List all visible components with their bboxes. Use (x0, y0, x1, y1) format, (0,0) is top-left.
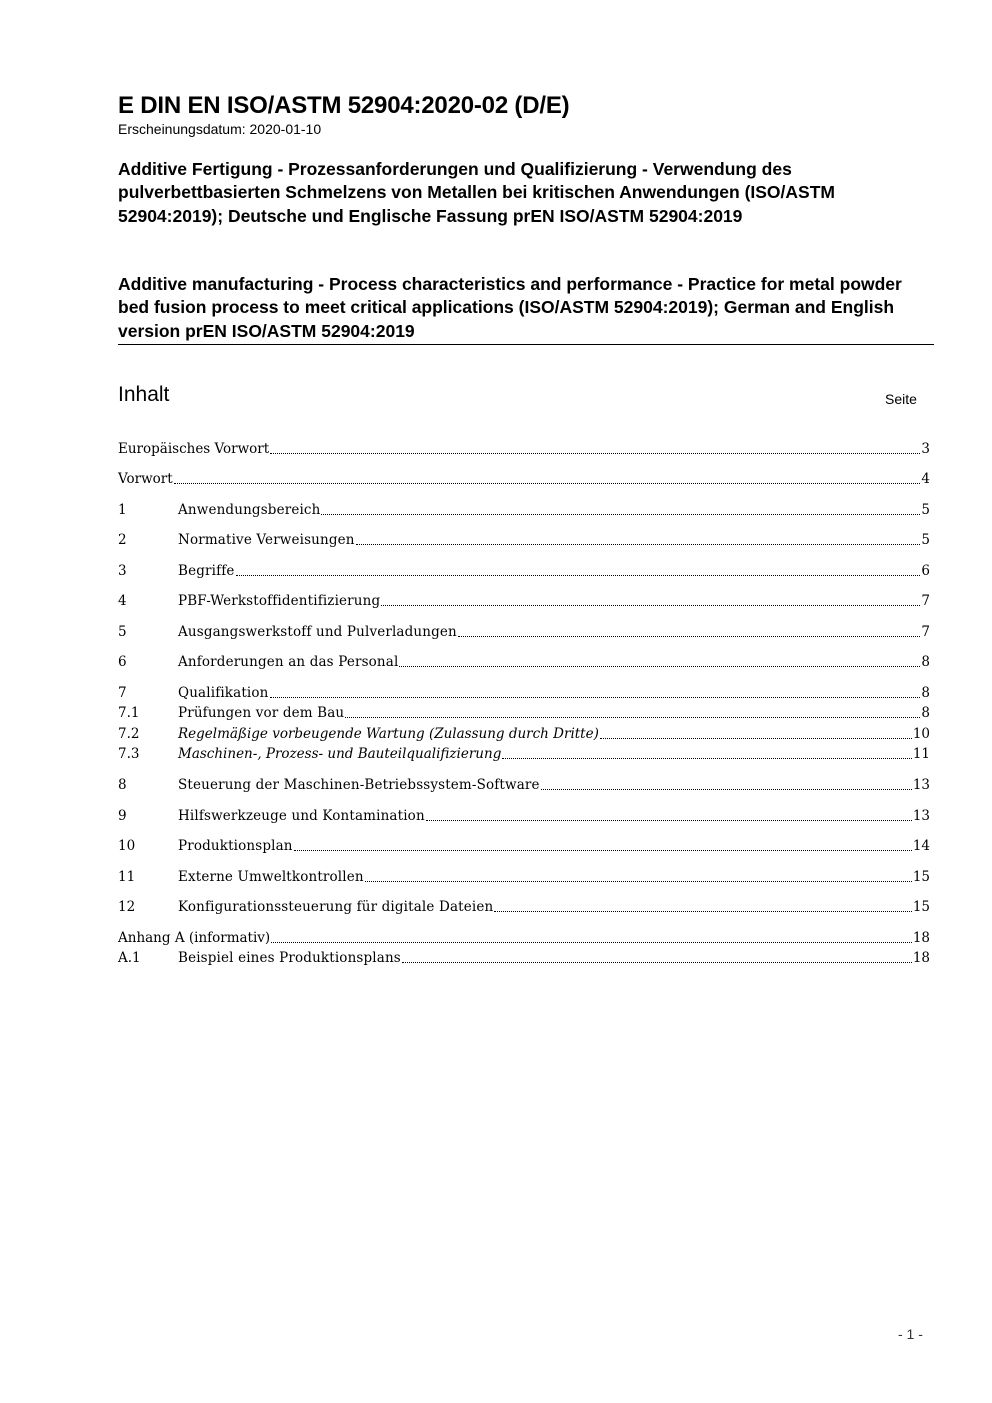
toc-entry-7-1[interactable] (118, 705, 930, 724)
toc-leader (502, 757, 911, 759)
toc-entry-annex-a[interactable] (118, 930, 930, 949)
toc-entry-number: A.1 (118, 950, 141, 966)
toc-entry-7[interactable] (118, 685, 930, 704)
toc-entry-4[interactable] (118, 593, 930, 612)
toc-entry-number: 5 (118, 624, 127, 640)
toc-entry-5[interactable] (118, 624, 930, 643)
toc-entry-page: 18 (912, 950, 930, 966)
toc-entry-6[interactable] (118, 654, 930, 673)
toc-leader (494, 910, 912, 912)
toc-entry-page: 7 (921, 593, 930, 609)
toc-entry-page: 5 (921, 502, 930, 518)
toc-entry-page: 3 (921, 441, 930, 457)
toc-entry-page: 5 (921, 532, 930, 548)
toc-entry-page: 15 (912, 869, 930, 885)
toc-entry-page: 8 (921, 654, 930, 670)
toc-entry-number: 11 (118, 869, 136, 885)
toc-leader (399, 665, 920, 667)
toc-entry-number: 3 (118, 563, 127, 579)
toc-entry-page: 13 (912, 777, 930, 793)
toc-entry-page: 4 (921, 471, 930, 487)
toc-entry-number: 9 (118, 808, 127, 824)
toc-entry-7-2[interactable] (118, 726, 930, 745)
toc-entry-label: Prüfungen vor dem Bau (178, 705, 345, 721)
toc-entry-label: Externe Umweltkontrollen (178, 869, 364, 885)
toc-entry-label: Anwendungsbereich (178, 502, 321, 518)
toc-leader (345, 716, 920, 718)
toc-entry-number: 1 (118, 502, 127, 518)
toc-entry-10[interactable] (118, 838, 930, 857)
toc-entry-page: 14 (912, 838, 930, 854)
toc-entry-label: PBF-Werkstoffidentifizierung (178, 593, 381, 609)
toc-entry-11[interactable] (118, 869, 930, 888)
toc-entry-number: 7.2 (118, 726, 140, 742)
toc-entry-number: 12 (118, 899, 136, 915)
toc-entry-label: Begriffe (178, 563, 235, 579)
toc-entry-label: Regelmäßige vorbeugende Wartung (Zulassung durch Dritte) (178, 726, 599, 742)
toc-entry-number: 10 (118, 838, 136, 854)
toc-leader (426, 819, 912, 821)
title-divider (118, 344, 934, 345)
toc-entry-label: Qualifikation (178, 685, 269, 701)
toc-entry-2[interactable] (118, 532, 930, 551)
toc-leader (356, 543, 921, 545)
toc-entry-3[interactable] (118, 563, 930, 582)
toc-entry-1[interactable] (118, 502, 930, 521)
toc-entry-7-3[interactable] (118, 746, 930, 765)
page-number: - 1 - (898, 1326, 923, 1342)
toc-entry-label: Anhang A (informativ) (118, 930, 271, 946)
toc-leader (402, 961, 912, 963)
document-id: E DIN EN ISO/ASTM 52904:2020-02 (D/E) (118, 92, 570, 119)
toc-entry-page: 18 (912, 930, 930, 946)
toc-entry-label: Hilfswerkzeuge und Kontamination (178, 808, 425, 824)
toc-entry-a-1[interactable] (118, 950, 930, 969)
toc-entry-number: 6 (118, 654, 127, 670)
toc-entry-label: Steuerung der Maschinen-Betriebssystem-Software (178, 777, 540, 793)
toc-leader (174, 482, 921, 484)
toc-entry-page: 6 (921, 563, 930, 579)
toc-entry-number: 7.1 (118, 705, 140, 721)
toc-entry-page: 15 (912, 899, 930, 915)
toc-entry-number: 4 (118, 593, 127, 609)
toc-entry-label: Ausgangswerkstoff und Pulverladungen (178, 624, 457, 640)
toc-entry-label: Maschinen-, Prozess- und Bauteilqualifizierung (178, 746, 502, 762)
toc-leader (270, 452, 920, 454)
toc-entry-9[interactable] (118, 808, 930, 827)
toc-entry-label: Konfigurationssteuerung für digitale Dateien (178, 899, 494, 915)
toc-leader (458, 635, 921, 637)
toc-entry-page: 8 (921, 685, 930, 701)
toc-leader (236, 574, 921, 576)
toc-entry-12[interactable] (118, 899, 930, 918)
toc-entry-european-foreword[interactable] (118, 441, 930, 460)
toc-entry-number: 2 (118, 532, 127, 548)
toc-entry-8[interactable] (118, 777, 930, 796)
toc-entry-label: Produktionsplan (178, 838, 293, 854)
title-german: Additive Fertigung - Prozessanforderungen und Qualifizierung - Verwendung des pulverbettbasierten Schmelzens von Metallen bei kritischen Anwendungen (ISO/ASTM 52904:2019); Deutsche und Englische Fassung prEN ISO/ASTM 52904:2019 (118, 159, 835, 226)
toc-entry-foreword[interactable] (118, 471, 930, 490)
toc-entry-number: 7.3 (118, 746, 140, 762)
toc-entry-label: Anforderungen an das Personal (178, 654, 399, 670)
toc-entry-page: 11 (912, 746, 930, 762)
toc-leader (365, 880, 912, 882)
toc-entry-label: Beispiel eines Produktionsplans (178, 950, 401, 966)
toc-entry-page: 8 (921, 705, 930, 721)
toc-heading: Inhalt (118, 383, 170, 406)
toc-entry-page: 7 (921, 624, 930, 640)
toc-leader (541, 788, 912, 790)
toc-entry-number: 8 (118, 777, 127, 793)
toc-leader (271, 941, 912, 943)
title-english: Additive manufacturing - Process characteristics and performance - Practice for metal powder bed fusion process to meet critical applications (ISO/ASTM 52904:2019); German and English version prEN ISO/ASTM 52904:2019 (118, 274, 902, 341)
toc-entry-label: Normative Verweisungen (178, 532, 355, 548)
toc-entry-page: 13 (912, 808, 930, 824)
publication-date: Erscheinungsdatum: 2020-01-10 (118, 121, 322, 137)
toc-page-column-label: Seite (885, 391, 917, 407)
toc-entry-number: 7 (118, 685, 127, 701)
toc-entry-label: Europäisches Vorwort (118, 441, 270, 457)
toc-leader (321, 513, 920, 515)
toc-leader (294, 849, 912, 851)
toc-leader (270, 696, 921, 698)
toc-leader (381, 604, 920, 606)
toc-leader (600, 737, 912, 739)
toc-entry-label: Vorwort (118, 471, 173, 487)
toc-entry-page: 10 (912, 726, 930, 742)
